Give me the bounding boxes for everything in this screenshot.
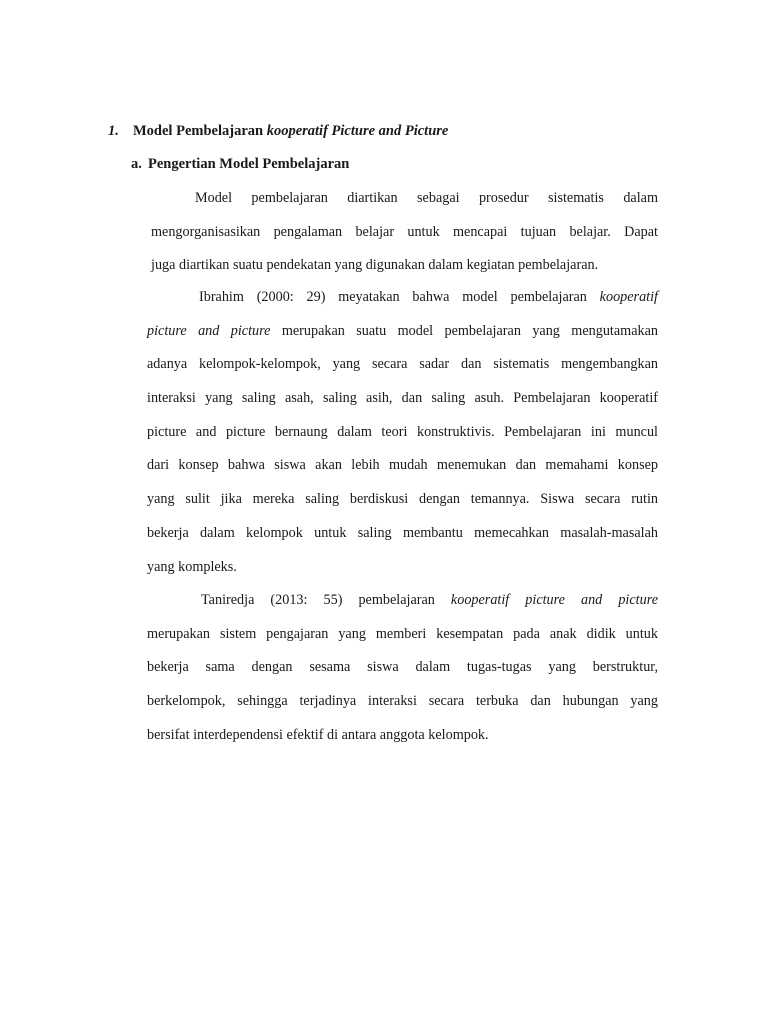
subsection-title: Pengertian Model Pembelajaran: [148, 156, 350, 172]
paragraph-line: yang sulit jika mereka saling berdiskusi dengan temannya. Siswa secara rutin: [147, 491, 658, 508]
paragraph-line: [147, 315, 658, 349]
paragraph-line: [147, 584, 658, 618]
paragraph-line: Model pembelajaran diartikan sebagai prosedur sistematis dalam: [195, 190, 658, 206]
subsection-heading: [131, 154, 349, 174]
section-number: 1.: [108, 123, 119, 139]
paragraph-line: [147, 281, 658, 315]
section-heading: [108, 121, 448, 141]
paragraph-line: bersifat interdependensi efektif di antara anggota kelompok.: [147, 726, 489, 743]
paragraph-line: yang kompleks.: [147, 558, 237, 575]
paragraph-line: interaksi yang saling asah, saling asih, dan saling asuh. Pembelajaran kooperatif: [147, 390, 658, 407]
paragraph-definition: [151, 182, 658, 283]
section-title-italic: kooperatif Picture and Picture: [266, 123, 449, 139]
paragraph-line: berkelompok, sehingga terjadinya interaksi secara terbuka dan hubungan yang: [147, 693, 658, 710]
paragraph-italic: kooperatif: [599, 289, 658, 305]
paragraph-text: merupakan suatu model pembelajaran yang mengutamakan: [270, 322, 658, 339]
paragraph-line: adanya kelompok-kelompok, yang secara sadar dan sistematis mengembangkan: [147, 356, 658, 373]
paragraph-ibrahim: [147, 281, 658, 584]
paragraph-text: Taniredja (2013: 55) pembelajaran: [201, 592, 451, 608]
paragraph-line: dari konsep bahwa siswa akan lebih mudah menemukan dan memahami konsep: [147, 457, 658, 474]
paragraph-text: Ibrahim (2000: 29) meyatakan bahwa model pembelajaran: [199, 289, 600, 305]
subsection-letter: a.: [131, 156, 142, 172]
paragraph-line: bekerja dalam kelompok untuk saling membantu memecahkan masalah-masalah: [147, 524, 658, 541]
paragraph-line: merupakan sistem pengajaran yang memberi kesempatan pada anak didik untuk: [147, 625, 658, 642]
paragraph-line: mengorganisasikan pengalaman belajar untuk mencapai tujuan belajar. Dapat: [151, 223, 658, 240]
paragraph-italic: picture and picture: [147, 322, 271, 339]
paragraph-line: juga diartikan suatu pendekatan yang digunakan dalam kegiatan pembelajaran.: [151, 257, 599, 274]
paragraph-line: picture and picture bernaung dalam teori konstruktivis. Pembelajaran ini muncul: [147, 423, 658, 440]
paragraph-taniredja: [147, 584, 658, 752]
paragraph-italic: kooperatif picture and picture: [450, 592, 658, 608]
paragraph-line: bekerja sama dengan sesama siswa dalam tugas-tugas yang berstruktur,: [147, 659, 658, 676]
section-title: Model Pembelajaran: [133, 123, 267, 139]
